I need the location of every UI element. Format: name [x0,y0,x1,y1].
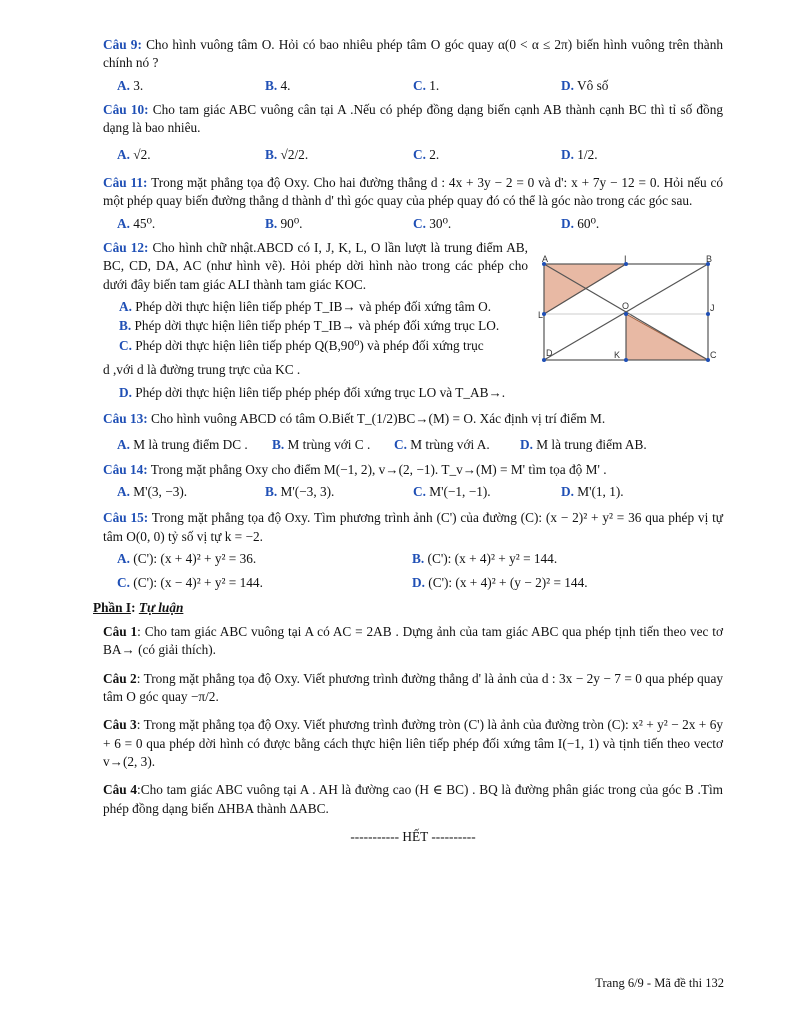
label-d: D [546,348,553,358]
option-text: (C'): (x + 4)² + y² = 144. [427,550,558,566]
question-text: Cho hình vuông ABCD có tâm O.Biết T_(1/2)BC→(M) = O. Xác định vị trí điểm M. [151,410,606,426]
option-letter: C. [413,483,426,499]
point-k [624,358,628,362]
option-text: M là trung điểm AB. [536,437,647,453]
option-text: 90⁰. [280,215,303,231]
end-marker: ----------- HẾT ---------- [350,829,476,845]
option-letter: B. [265,146,278,162]
page-footer: Trang 6/9 - Mã đề thi 132 [595,976,724,990]
question-label: Câu 14: [103,461,148,477]
option-letter: D. [561,146,574,162]
option-text: d ,với d là đường trung trực của KC . [103,362,301,378]
label-i: I [624,254,627,264]
option-letter: C. [413,146,426,162]
option-letter: A. [117,146,130,162]
section-separator: : [131,599,139,615]
option-letter: A. [117,437,130,453]
essay-label: Câu 2 [103,670,137,686]
section-heading [93,599,723,617]
essay-label: Câu 1 [103,623,138,639]
options-14 [117,483,723,501]
option-letter: D. [561,77,574,93]
q12-option-d [119,384,723,402]
label-c: C [710,350,717,360]
question-14 [103,461,723,479]
point-d [542,358,546,362]
question-text: Cho hình vuông tâm O. Hỏi có bao nhiêu phép tâm O góc quay α(0 < α ≤ 2π) biến hình vuông trên thành chính nó ? [103,37,724,71]
question-13 [103,410,723,428]
essay-3 [103,716,723,771]
option-text: Phép dời thực hiện liên tiếp phép T_IB→ và phép đối xứng tâm O. [135,299,492,315]
question-10 [103,101,723,138]
question-label: Câu 9: [103,37,142,52]
q12-option-a [119,298,544,316]
label-j: J [710,303,715,313]
option-text: 60⁰. [577,215,600,231]
option-letter: C. [117,575,130,591]
question-text: Trong mặt phẳng Oxy cho điểm M(−1, 2), v→(2, −1). T_v→(M) = M' tìm tọa độ M' . [150,461,607,477]
essay-4 [103,781,723,818]
question-label: Câu 12: [103,240,149,256]
essay-text: : Cho tam giác ABC vuông tại A có AC = 2AB . Dựng ảnh của tam giác ABC qua phép tịnh tiến theo vec tơ BA→ (có giải thích). [103,623,724,658]
option-text: Phép dời thực hiện liên tiếp phép Q(B,90⁰) và phép đối xứng trục [135,337,484,353]
option-letter: A. [119,299,132,315]
option-text: √2. [133,146,151,162]
option-letter: A. [117,215,130,231]
option-letter: B. [119,318,132,334]
options-11 [117,215,723,233]
essay-text: : Trong mặt phẳng tọa độ Oxy. Viết phương trình đường tròn (C') là ảnh của đường tròn (C): x² + y² − 2x + 6y + 6 = 0 qua phép dời hình có được bằng cách thực hiện liên tiếp phép đối xứng tâm I(−1, 1) và tịnh tiến theo vectơ v→(2, 3). [103,717,724,769]
option-text: M'(1, 1). [577,483,624,499]
option-letter: B. [265,215,278,231]
option-text: M trùng với A. [410,437,490,453]
option-letter: C. [394,437,407,453]
essay-label: Câu 3 [103,717,137,733]
question-9 [103,36,723,73]
options-15-row1 [117,550,723,568]
q12-option-b [119,317,544,335]
option-text: M'(3, −3). [133,483,188,499]
option-letter: D. [561,483,574,499]
question-15 [103,509,723,546]
essay-1 [103,623,723,660]
options-13 [117,436,723,454]
option-letter: A. [117,483,130,499]
option-text: (C'): (x + 4)² + (y − 2)² = 144. [428,575,588,591]
question-12 [103,239,528,294]
option-letter: B. [265,77,278,93]
option-letter: D. [561,215,574,231]
option-text: 1/2. [577,146,598,162]
question-text: Cho tam giác ABC vuông cân tại A .Nếu có phép đồng dạng biến cạnh AB thành cạnh BC thì tỉ số đồng dạng là bao nhiêu. [103,102,723,136]
label-l: L [538,310,544,320]
question-label: Câu 13: [103,410,148,426]
question-text: Cho hình chữ nhật.ABCD có I, J, K, L, O lần lượt là trung điểm AB, BC, CD, DA, AC (như hình vẽ). Hỏi phép dời hình nào trong các phép cho dưới đây biến tam giác ALI thành tam giác KOC. [103,240,528,292]
option-letter: D. [119,384,132,400]
question-label: Câu 10: [103,102,149,118]
essay-label: Câu 4 [103,782,138,798]
option-text: Phép dời thực hiện liên tiếp phép T_IB→ và phép đối xứng trục LO. [134,318,500,334]
option-text: M'(−1, −1). [429,483,491,499]
option-letter: D. [520,437,533,453]
point-o [624,312,628,316]
option-letter: C. [413,215,426,231]
option-text: 4. [280,77,291,93]
q12-option-c [119,337,544,355]
option-letter: B. [412,550,425,566]
option-letter: D. [412,575,425,591]
essay-text: : Trong mặt phẳng tọa độ Oxy. Viết phương trình đường thẳng d' là ảnh của d : 3x − 2y − 7 = 0 qua phép quay tâm O góc quay −π/2. [103,670,723,704]
option-letter: A. [117,77,130,93]
exam-page [93,36,724,846]
option-text: √2/2. [280,146,309,162]
option-letter: C. [413,77,426,93]
label-o: O [622,301,630,311]
label-k: K [614,350,621,360]
option-text: Phép dời thực hiện liên tiếp phép phép đối xứng trục LO và T_AB→. [135,384,506,400]
option-text: 30⁰. [429,215,452,231]
option-text: (C'): (x − 4)² + y² = 144. [133,575,263,591]
option-text: 2. [429,146,440,162]
question-label: Câu 11: [103,175,148,191]
option-text: 3. [133,77,144,93]
figure-svg [538,254,720,366]
question-11 [103,174,723,211]
option-letter: A. [117,550,130,566]
section-title: Tự luận [138,599,184,615]
option-text: (C'): (x + 4)² + y² = 36. [133,550,257,566]
question-text: Trong mặt phẳng tọa độ Oxy. Cho hai đường thẳng d : 4x + 3y − 2 = 0 và d': x + 7y − 12 = 0. Hỏi nếu có một phép quay biến đường thẳng d thành d' thì góc quay của phép quay đó có thể là góc nào trong các góc sau. [103,175,723,209]
options-9 [117,77,723,95]
question-text: Trong mặt phẳng tọa độ Oxy. Tìm phương trình ảnh (C') của đường (C): (x − 2)² + y² = 36 qua phép vị tự tâm O(0, 0) tỷ số vị tự k = −2. [103,510,723,544]
options-10 [117,146,723,164]
rectangle-figure [538,254,720,366]
option-text: M là trung điểm DC . [133,437,248,453]
option-text: 1. [429,77,440,93]
label-a: A [542,254,549,264]
option-letter: B. [272,437,285,453]
label-b: B [706,254,713,264]
question-label: Câu 15: [103,510,149,526]
option-text: M trùng với C . [287,437,371,453]
essay-text: :Cho tam giác ABC vuông tại A . AH là đường cao (H ∈ BC) . BQ là đường phân giác trong của góc B .Tìm phép đồng dạng biến ΔHBA thành ΔABC. [103,782,724,816]
essay-2 [103,670,723,707]
option-text: M'(−3, 3). [280,483,335,499]
option-text: 45⁰. [133,215,156,231]
option-text: Vô số [577,77,609,93]
section-prefix: Phần I [93,599,132,615]
option-letter: B. [265,483,278,499]
options-15-row2 [117,574,723,592]
option-letter: C. [119,337,132,353]
